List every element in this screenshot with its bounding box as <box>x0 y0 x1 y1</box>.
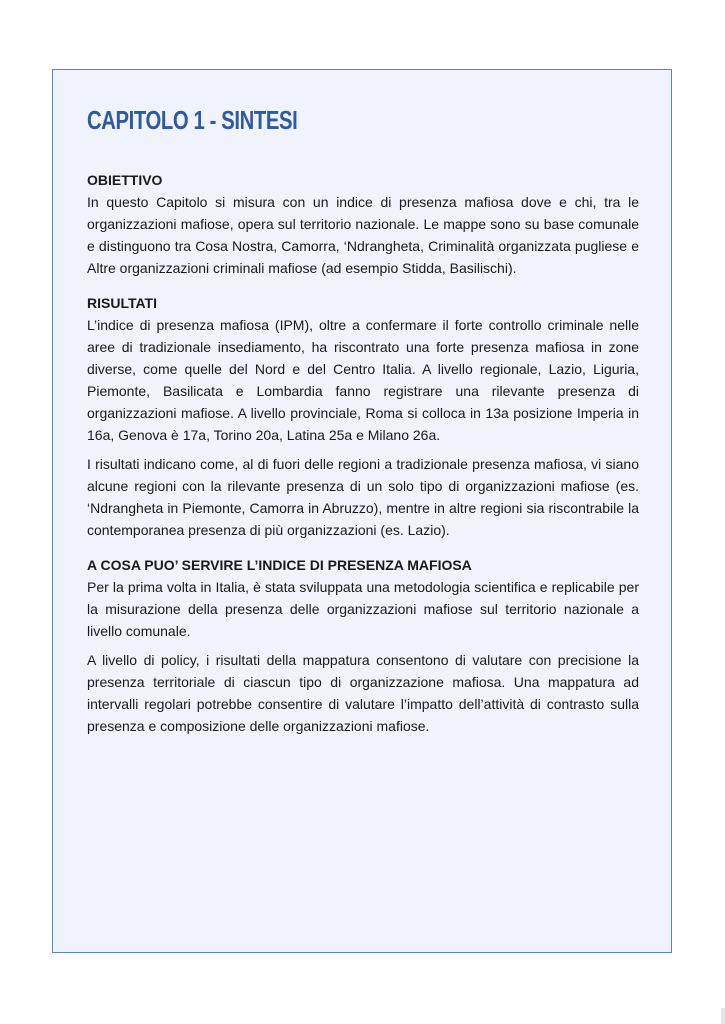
section-utilita <box>87 554 639 737</box>
section-heading-utilita: A COSA PUO’ SERVIRE L’INDICE DI PRESENZA MAFIOSA <box>87 557 472 573</box>
section-heading-obiettivo: OBIETTIVO <box>87 172 163 188</box>
summary-panel <box>52 69 672 953</box>
section-heading-risultati: RISULTATI <box>87 295 157 311</box>
paragraph: A livello di policy, i risultati della mappatura consentono di valutare con precisione la presenza territoriale di ciascun tipo di organizzazione mafiosa. Una mappatura ad intervalli regolari potrebbe consentire di valutare l’impatto dell’attività di contrasto sulla presenza e composizione delle organizzazioni mafiose. <box>87 652 639 734</box>
paragraph: Per la prima volta in Italia, è stata sviluppata una metodologia scientifica e replicabile per la misurazione della presenza delle organizzazioni mafiose sul territorio nazionale a livello comunale. <box>87 579 639 639</box>
chapter-title: CAPITOLO 1 - SINTESI <box>87 105 298 135</box>
section-obiettivo <box>87 169 639 279</box>
page-edge-mark <box>721 1008 725 1024</box>
summary-content <box>87 169 639 737</box>
paragraph: I risultati indicano come, al di fuori delle regioni a tradizionale presenza mafiosa, vi siano alcune regioni con la rilevante presenza di un solo tipo di organizzazioni mafiose (es. ‘Ndrangheta in Piemonte, Camorra in Abruzzo), mentre in altre regioni sia riscontrabile la contemporanea presenza di più organizzazioni (es. Lazio). <box>87 456 639 538</box>
section-risultati <box>87 292 639 541</box>
paragraph: In questo Capitolo si misura con un indice di presenza mafiosa dove e chi, tra le organizzazioni mafiose, opera sul territorio nazionale. Le mappe sono su base comunale e distinguono tra Cosa Nostra, Camorra, ‘Ndrangheta, Criminalità organizzata pugliese e Altre organizzazioni criminali mafiose (ad esempio Stidda, Basilischi). <box>87 194 639 276</box>
paragraph: L’indice di presenza mafiosa (IPM), oltre a confermare il forte controllo criminale nelle aree di tradizionale insediamento, ha riscontrato una forte presenza mafiosa in zone diverse, come quelle del Nord e del Centro Italia. A livello regionale, Lazio, Liguria, Piemonte, Basilicata e Lombardia fanno registrare una rilevante presenza di organizzazioni mafiose. A livello provinciale, Roma si colloca in 13a posizione Imperia in 16a, Genova è 17a, Torino 20a, Latina 25a e Milano 26a. <box>87 317 639 443</box>
